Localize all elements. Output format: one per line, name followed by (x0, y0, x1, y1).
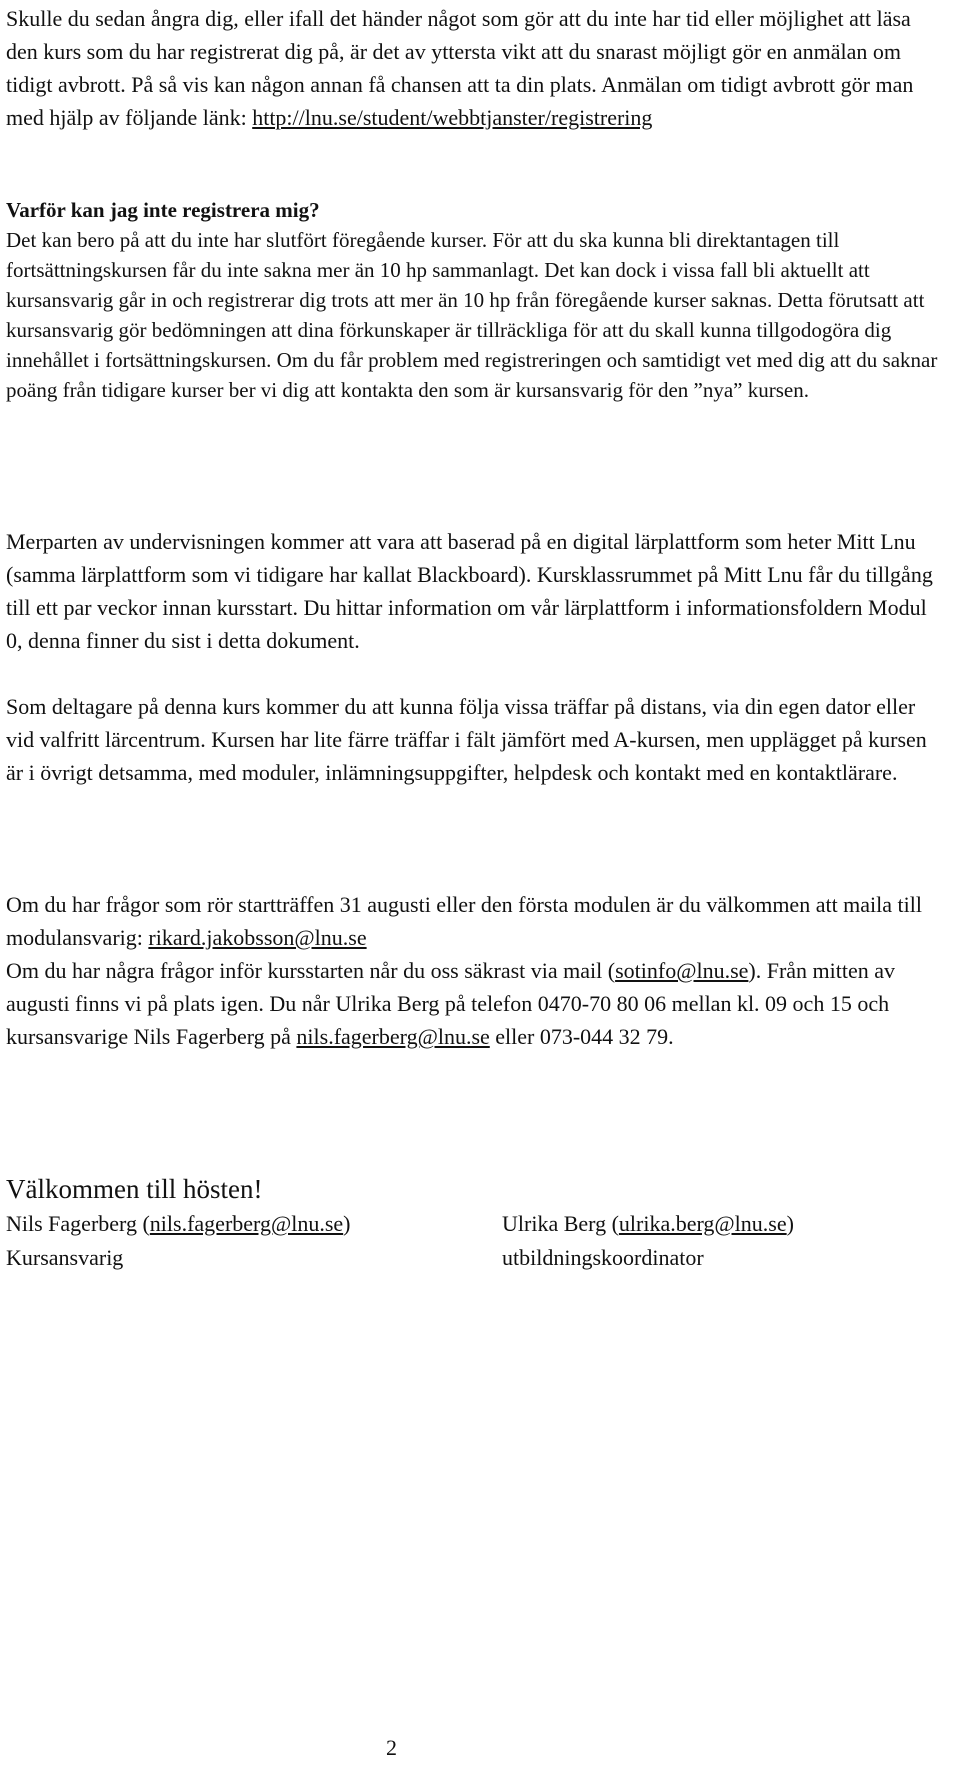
page-number: 2 (386, 1735, 397, 1760)
section-heading: Varför kan jag inte registrera mig? (6, 198, 320, 222)
withdrawal-text-1: Skulle du sedan ångra dig, eller ifall det händer något som gör att du inte har tid eller möjlighet att läsa den kurs som du har registrerat dig på, är det av yttersta vikt att du snarast möjligt gör en anmälan om tidigt avbrott. (6, 6, 911, 97)
signature-left (6, 1207, 350, 1275)
signature-left-name: Nils Fagerberg ( (6, 1211, 150, 1236)
signature-right-role: utbildningskoordinator (502, 1245, 704, 1270)
signature-left-close: ) (343, 1211, 351, 1236)
contact-text-1: Om du har frågor som rör startträffen 31 augusti eller den första modulen är du välkommen att maila till modulansvarig: (6, 892, 922, 950)
email-link-sotinfo[interactable]: sotinfo@lnu.se (615, 958, 749, 983)
paragraph-platform (6, 525, 946, 657)
email-link-nils[interactable]: nils.fagerberg@lnu.se (296, 1024, 490, 1049)
registration-link[interactable]: http://lnu.se/student/webbtjanster/registrering (252, 105, 653, 130)
contact-text-3: ). Från mitten av augusti finns vi på plats igen. Du når Ulrika Berg på telefon 0470-70 80 06 mellan kl. 09 och 15 och kursansvarige Nils Fagerberg på (6, 958, 896, 1049)
paragraph-contact (6, 888, 946, 1053)
signature-right-name: Ulrika Berg ( (502, 1211, 619, 1236)
platform-text: Merparten av undervisningen kommer att vara att baserad på en digital lärplattform som heter Mitt Lnu (samma lärplattform som vi tidigare har kallat Blackboard). Kursklassrummet på Mitt Lnu får du tillgång till ett par veckor innan kursstart. Du hittar information om vår lärplattform i informationsfoldern Modul 0, denna finner du sist i detta dokument. (6, 529, 933, 653)
withdrawal-text-2: På så vis kan någon annan få chansen att ta din plats. (131, 72, 597, 97)
contact-text-2: Om du har några frågor inför kursstarten når du oss säkrast via mail ( (6, 958, 616, 983)
signature-right (502, 1207, 794, 1275)
paragraph-early-withdrawal (6, 2, 946, 134)
signature-left-email[interactable]: nils.fagerberg@lnu.se (149, 1211, 344, 1236)
signature-right-close: ) (786, 1211, 794, 1236)
welcome-heading: Välkommen till hösten! (6, 1174, 263, 1204)
registration-text-2: Det kan dock i vissa fall bli aktuellt att kursansvarig går in och registrerar dig trots att mer än 10 hp från föregående kurser saknas. Detta förutsatt att kursansvarig gör bedömningen att dina förkunskaper är tillräckliga för att du skall kunna tillgodogöra dig innehållet i fortsättningskursen. Om du får problem med registreringen och samtidigt vet med dig att du saknar poäng från tidigare kurser ber vi dig att kontakta den som är kursansvarig för den ”nya” kursen. (6, 258, 938, 402)
paragraph-distance (6, 690, 946, 789)
signature-right-email[interactable]: ulrika.berg@lnu.se (618, 1211, 787, 1236)
signature-left-role: Kursansvarig (6, 1245, 124, 1270)
registration-text-1: Det kan bero på att du inte har slutfört föregående kurser. För att du ska kunna bli direktantagen till fortsättningskursen får du inte sakna mer än 10 hp sammanlagt. (6, 228, 840, 282)
withdrawal-text-3: Anmälan om tidigt avbrott gör man med hjälp av följande länk: (6, 72, 914, 130)
distance-text: Som deltagare på denna kurs kommer du att kunna följa vissa träffar på distans, via din egen dator eller vid valfritt lärcentrum. Kursen har lite färre träffar i fält jämfört med A-kursen, men upplägget på kursen är i övrigt detsamma, med moduler, inlämningsuppgifter, helpdesk och kontakt med en kontaktlärare. (6, 694, 927, 785)
email-link-rikard[interactable]: rikard.jakobsson@lnu.se (148, 925, 367, 950)
contact-text-4: eller 073-044 32 79. (489, 1024, 674, 1049)
paragraph-registration-help (6, 195, 946, 405)
